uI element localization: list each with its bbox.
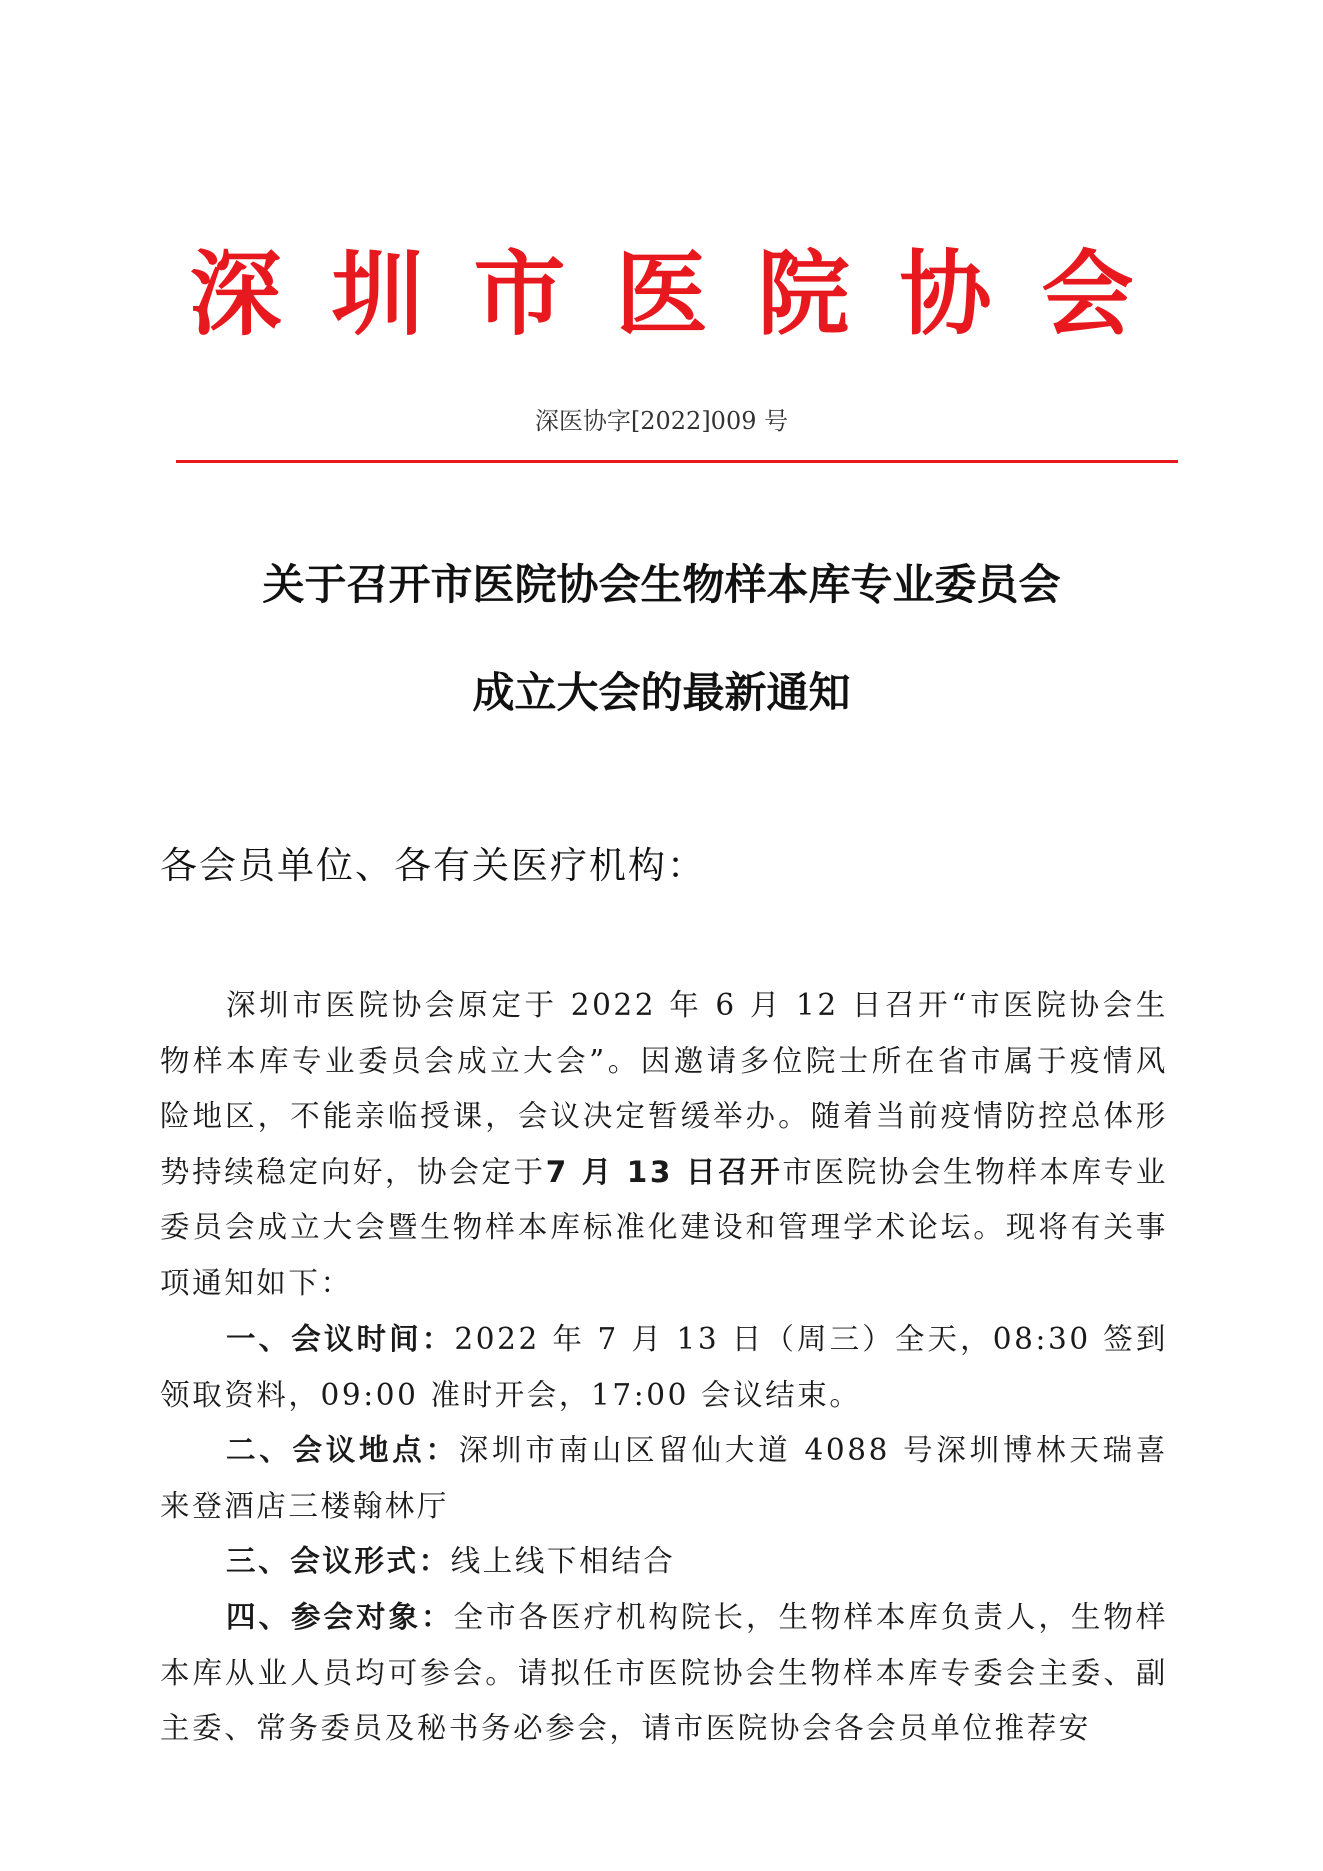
meeting-time-label: 一、会议时间： <box>226 1322 455 1356</box>
intro-text-part-2: 市医院协会生物样本库专业委员会成立大会暨生物样本库标准化建设和管理学术论坛。现将有关事项通知如下： <box>160 1154 1169 1300</box>
meeting-form-label: 三、会议形式： <box>226 1544 451 1578</box>
meeting-form-item <box>160 1534 1168 1590</box>
notice-title-line-1: 关于召开市医院协会生物样本库专业委员会 <box>262 560 1061 609</box>
attendees-label: 四、参会对象： <box>226 1600 454 1634</box>
notice-title-line-2: 成立大会的最新通知 <box>472 668 851 717</box>
red-divider-line <box>176 460 1178 463</box>
org-name-header: 深圳市医院协会 <box>189 241 1184 348</box>
salutation: 各会员单位、各有关医疗机构： <box>160 844 706 887</box>
intro-text-part-1: 深圳市医院协会原定于 2022 年 6 月 12 日召开“市医院协会生物样本库专业委员会成立大会”。因邀请多位院士所在省市属于疫情风险地区，不能亲临授课，会议决定暂缓举办。随着当前疫情防控总体形势持续稳定向好，协会定于 <box>160 988 1168 1189</box>
meeting-form-text: 线上线下相结合 <box>450 1544 676 1578</box>
intro-paragraph <box>160 978 1168 1312</box>
meeting-time-item <box>160 1312 1168 1423</box>
meeting-place-label: 二、会议地点： <box>226 1433 459 1467</box>
meeting-place-text: 深圳市南山区留仙大道 4088 号深圳博林天瑞喜来登酒店三楼翰林厅 <box>160 1433 1168 1523</box>
attendees-text: 全市各医疗机构院长，生物样本库负责人，生物样本库从业人员均可参会。请拟任市医院协会生物样本库专委会主委、副主委、常务委员及秘书务必参会，请市医院协会各会员单位推荐安 <box>160 1600 1169 1746</box>
document-number: 深医协字[2022]009 号 <box>534 407 789 435</box>
meeting-place-item <box>160 1423 1168 1534</box>
intro-date-emphasis: 7 月 13 日召开 <box>545 1154 783 1189</box>
meeting-time-text: 2022 年 7 月 13 日（周三）全天，08:30 签到领取资料，09:00 准时开会，17:00 会议结束。 <box>160 1322 1168 1412</box>
attendees-item <box>160 1590 1168 1757</box>
